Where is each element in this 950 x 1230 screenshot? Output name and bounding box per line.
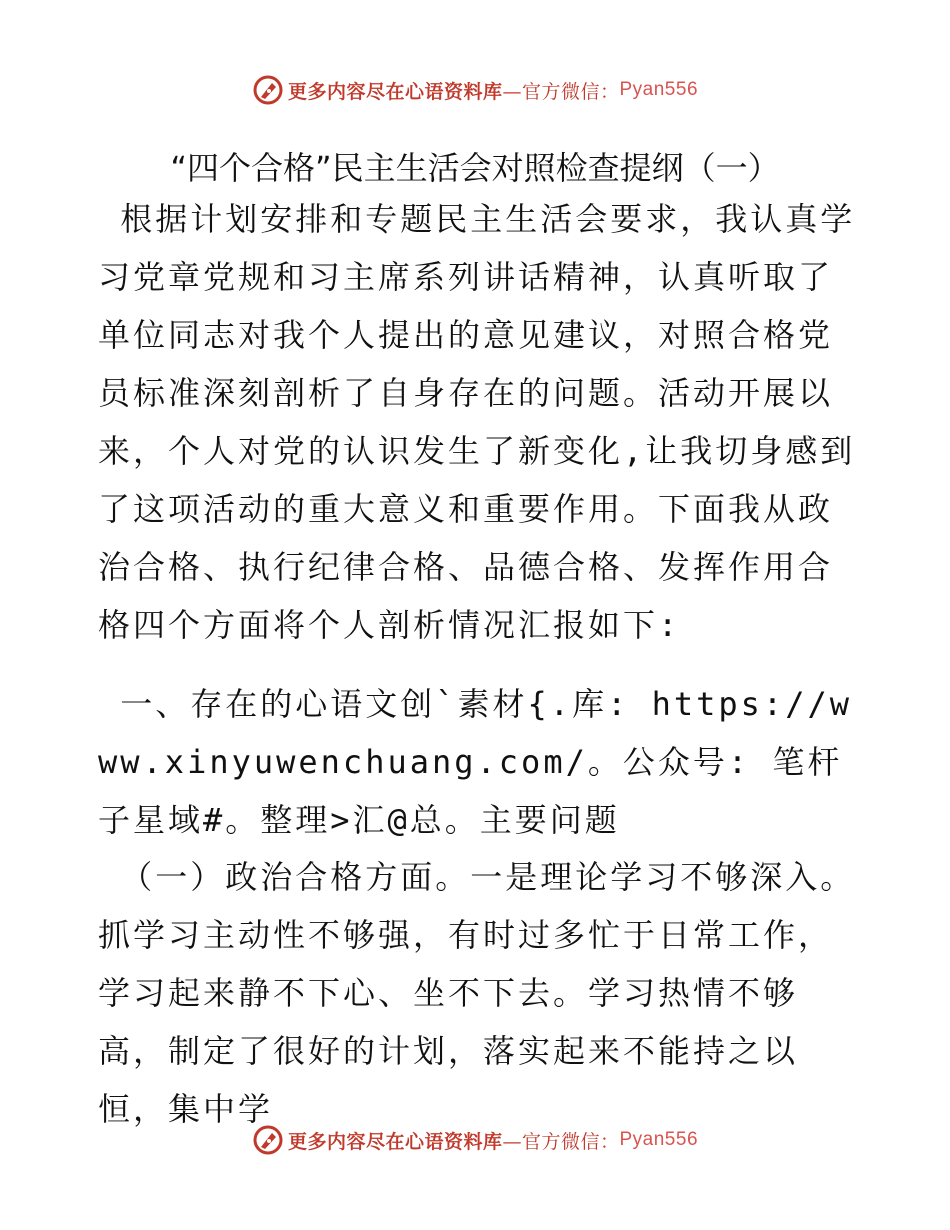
- intro-paragraph: 根据计划安排和专题民主生活会要求，我认真学习党章党规和习主席系列讲话精神，认真听取了单位同志对我个人提出的意见建议，对照合格党员标准深刻剖析了自身存在的问题。活动开展以来，个人对党的认识发生了新变化,让我切身感到了这项活动的重大意义和重要作用。下面我从政治合格、执行纪律合格、品德合格、发挥作用合格四个方面将个人剖析情况汇报如下:: [98, 200, 856, 644]
- watermark-id-text: Pyan556: [619, 79, 699, 100]
- political-qualification-paragraph: （一）政治合格方面。一是理论学习不够深入。抓学习主动性不够强，有时过多忙于日常工作，学习起来静不下心、坐不下去。学习热情不够高，制定了很好的计划，落实起来不能持之以恒，集中学: [98, 858, 856, 1128]
- watermark-banner-bottom: [0, 1120, 950, 1160]
- watermark-id-text: Pyan556: [619, 1129, 699, 1150]
- pen-nib-logo-icon: [252, 1124, 284, 1156]
- watermark-dash-text: —官方微信：: [502, 1130, 620, 1153]
- watermark-main-text: 更多内容尽在心语资料库: [287, 1130, 503, 1153]
- watermark-main-text: 更多内容尽在心语资料库: [287, 80, 503, 103]
- section-heading-paragraph: 一、存在的心语文创`素材{.库: https://www.xinyuwenchuang.com/。公众号: 笔杆子星域#。整理>汇@总。主要问题: [98, 685, 852, 839]
- watermark-dash-text: —官方微信：: [502, 80, 620, 103]
- pen-nib-logo-icon: [252, 74, 284, 106]
- watermark-banner-top: [0, 70, 950, 110]
- document-title: “四个合格”民主生活会对照检查提纲（一）: [170, 149, 780, 188]
